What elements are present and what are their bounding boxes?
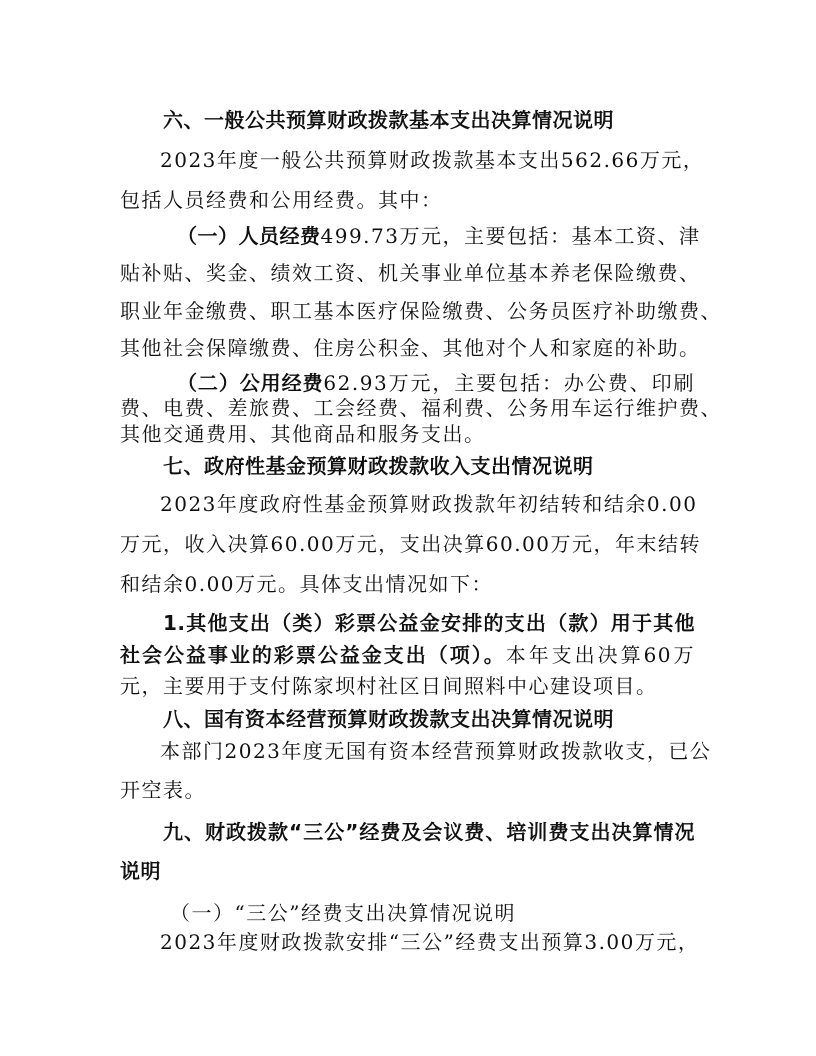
sec6-item1-line2: 贴补贴、奖金、绩效工资、机关事业单位基本养老保险缴费、: [120, 261, 701, 285]
section-6-heading: 六、一般公共预算财政拨款基本支出决算情况说明: [163, 108, 614, 132]
sec7-item1-line3: 元，主要用于支付陈家坝村社区日间照料中心建设项目。: [120, 674, 658, 698]
sec6-item2-line1: [177, 369, 695, 397]
sec6-item1-line1: [177, 222, 701, 250]
sec6-item1-label: （一）人员经费: [177, 224, 321, 248]
sec7-item1-line2-text: 本年支出决算60万: [505, 643, 696, 667]
sec9-para1-line1: 2023年度财政拨款安排“三公”经费支出预算3.00万元，: [160, 930, 700, 954]
sec7-para1-line3: 和结余0.00万元。具体支出情况如下：: [120, 572, 494, 596]
sec8-para1-line1: 本部门2023年度无国有资本经营预算财政拨款收支，已公: [160, 739, 712, 763]
sec7-item1-line2: [120, 641, 695, 669]
sec6-item2-line1-text: 62.93万元，主要包括：办公费、印刷: [323, 371, 696, 395]
sec6-para1-line1: 2023年度一般公共预算财政拨款基本支出562.66万元，: [160, 148, 705, 172]
sec6-item2-line2: 费、电费、差旅费、工会经费、福利费、公务用车运行维护费、: [120, 396, 722, 420]
sec6-para1-line2: 包括人员经费和公用经费。其中：: [120, 188, 443, 212]
sec7-para1-line1: 2023年度政府性基金预算财政拨款年初结转和结余0.00: [160, 492, 698, 516]
sec6-item1-line1-text: 499.73万元，主要包括：基本工资、津: [320, 224, 701, 248]
sec6-item2-label: （二）公用经费: [177, 371, 324, 395]
section-9-heading-line2: 说明: [120, 859, 161, 883]
section-9-heading: 九、财政拨款“三公”经费及会议费、培训费支出决算情况: [163, 820, 695, 844]
sec6-item2-line3: 其他交通费用、其他商品和服务支出。: [120, 422, 486, 446]
section-8-heading: 八、国有资本经营预算财政拨款支出决算情况说明: [163, 707, 614, 731]
sec6-item1-line4: 其他社会保障缴费、住房公积金、其他对个人和家庭的补助。: [120, 336, 701, 360]
sec6-item1-line3: 职业年金缴费、职工基本医疗保险缴费、公务员医疗补助缴费、: [120, 299, 722, 323]
sec9-sub1-heading: （一）“三公”经费支出决算情况说明: [170, 901, 516, 925]
section-7-heading: 七、政府性基金预算财政拨款收入支出情况说明: [163, 454, 594, 478]
sec7-item1-line1: 1.其他支出（类）彩票公益金安排的支出（款）用于其他: [163, 611, 695, 635]
sec7-item1-line2-bold: 社会公益事业的彩票公益金支出（项）。: [120, 643, 506, 667]
sec7-para1-line2: 万元，收入决算60.00万元，支出决算60.00万元，年末结转: [120, 532, 702, 556]
sec8-para1-line2: 开空表。: [120, 778, 206, 802]
